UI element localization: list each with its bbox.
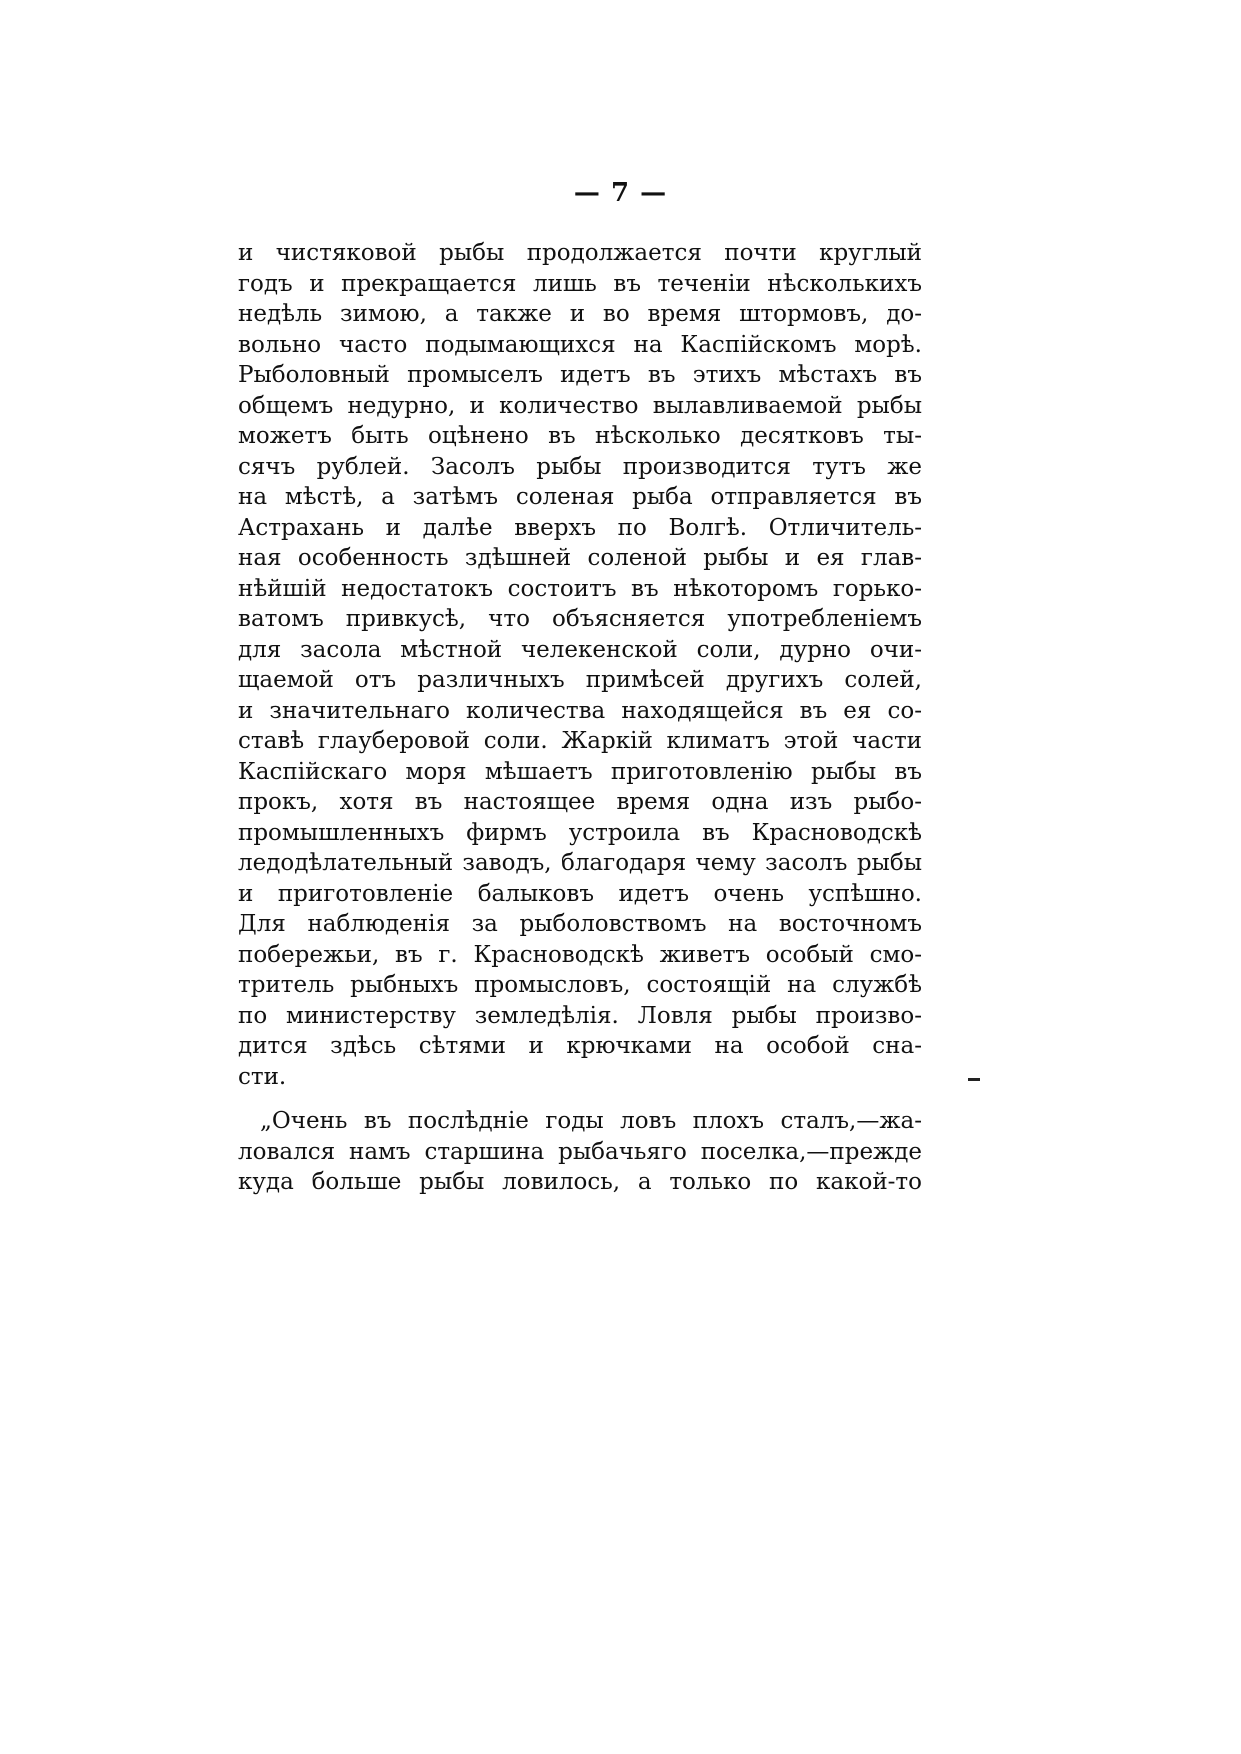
text-line: для засола мѣстной челекенской соли, дурно очи- <box>238 636 922 663</box>
text-line: по министерству земледѣлія. Ловля рыбы произво- <box>238 1002 922 1029</box>
text-line: тритель рыбныхъ промысловъ, состоящій на службѣ <box>238 972 922 998</box>
paragraph-spacer <box>238 1092 922 1106</box>
text-line: недѣль зимою, а также и во время штормовъ, до- <box>238 301 922 327</box>
text-line: и чистяковой рыбы продолжается почти круглый <box>238 240 922 266</box>
text-line: годъ и прекращается лишь въ теченіи нѣсколькихъ <box>238 270 922 297</box>
text-line: щаемой отъ различныхъ примѣсей другихъ солей, <box>238 667 922 693</box>
text-line: общемъ недурно, и количество вылавливаемой рыбы <box>238 392 922 419</box>
paragraph-1 <box>238 238 922 1092</box>
text-line: ледодѣлательный заводъ, благодаря чему засолъ рыбы <box>238 850 922 876</box>
text-line: ватомъ привкусѣ, что объясняется употребленіемъ <box>238 606 922 632</box>
paragraph-2 <box>238 1106 922 1198</box>
text-line: промышленныхъ фирмъ устроила въ Красноводскѣ <box>238 819 922 846</box>
body-text <box>238 238 922 1198</box>
text-line: сти. <box>238 1063 287 1090</box>
text-line: сячъ рублей. Засолъ рыбы производится тутъ же <box>238 453 922 480</box>
text-line: можетъ быть оцѣнено въ нѣсколько десятковъ ты- <box>238 423 922 449</box>
text-line: прокъ, хотя въ настоящее время одна изъ рыбо- <box>238 789 922 815</box>
text-line: „Очень въ послѣдніе годы ловъ плохъ сталъ,—жа- <box>260 1108 922 1134</box>
text-line: дится здѣсь сѣтями и крючками на особой сна- <box>238 1033 922 1059</box>
text-line: ставѣ глауберовой соли. Жаркій климатъ этой части <box>238 728 922 754</box>
text-line: на мѣстѣ, а затѣмъ соленая рыба отправляется въ <box>238 484 922 510</box>
text-line: нѣйшій недостатокъ состоитъ въ нѣкоторомъ горько- <box>238 575 922 602</box>
text-line: и приготовленіе балыковъ идетъ очень успѣшно. <box>238 880 922 907</box>
text-line: Астрахань и далѣе вверхъ по Волгѣ. Отличитель- <box>238 514 922 541</box>
text-line: Для наблюденія за рыболовствомъ на восточномъ <box>238 911 922 937</box>
text-line: ная особенность здѣшней соленой рыбы и ея глав- <box>238 545 922 571</box>
text-line: Каспійскаго моря мѣшаетъ приготовленію рыбы въ <box>238 758 922 785</box>
text-line: побережьи, въ г. Красноводскѣ живетъ особый смо- <box>238 941 922 968</box>
text-line: Рыболовный промыселъ идетъ въ этихъ мѣстахъ въ <box>238 362 922 388</box>
page-number: — 7 — <box>573 178 668 208</box>
text-line: и значительнаго количества находящейся въ ея со- <box>238 697 922 724</box>
text-line: вольно часто подымающихся на Каспійскомъ морѣ. <box>238 331 922 358</box>
text-line: куда больше рыбы ловилось, а только по какой-то <box>238 1169 922 1195</box>
margin-dash-mark <box>968 1078 980 1081</box>
text-line: ловался намъ старшина рыбачьяго поселка,—прежде <box>238 1138 922 1165</box>
